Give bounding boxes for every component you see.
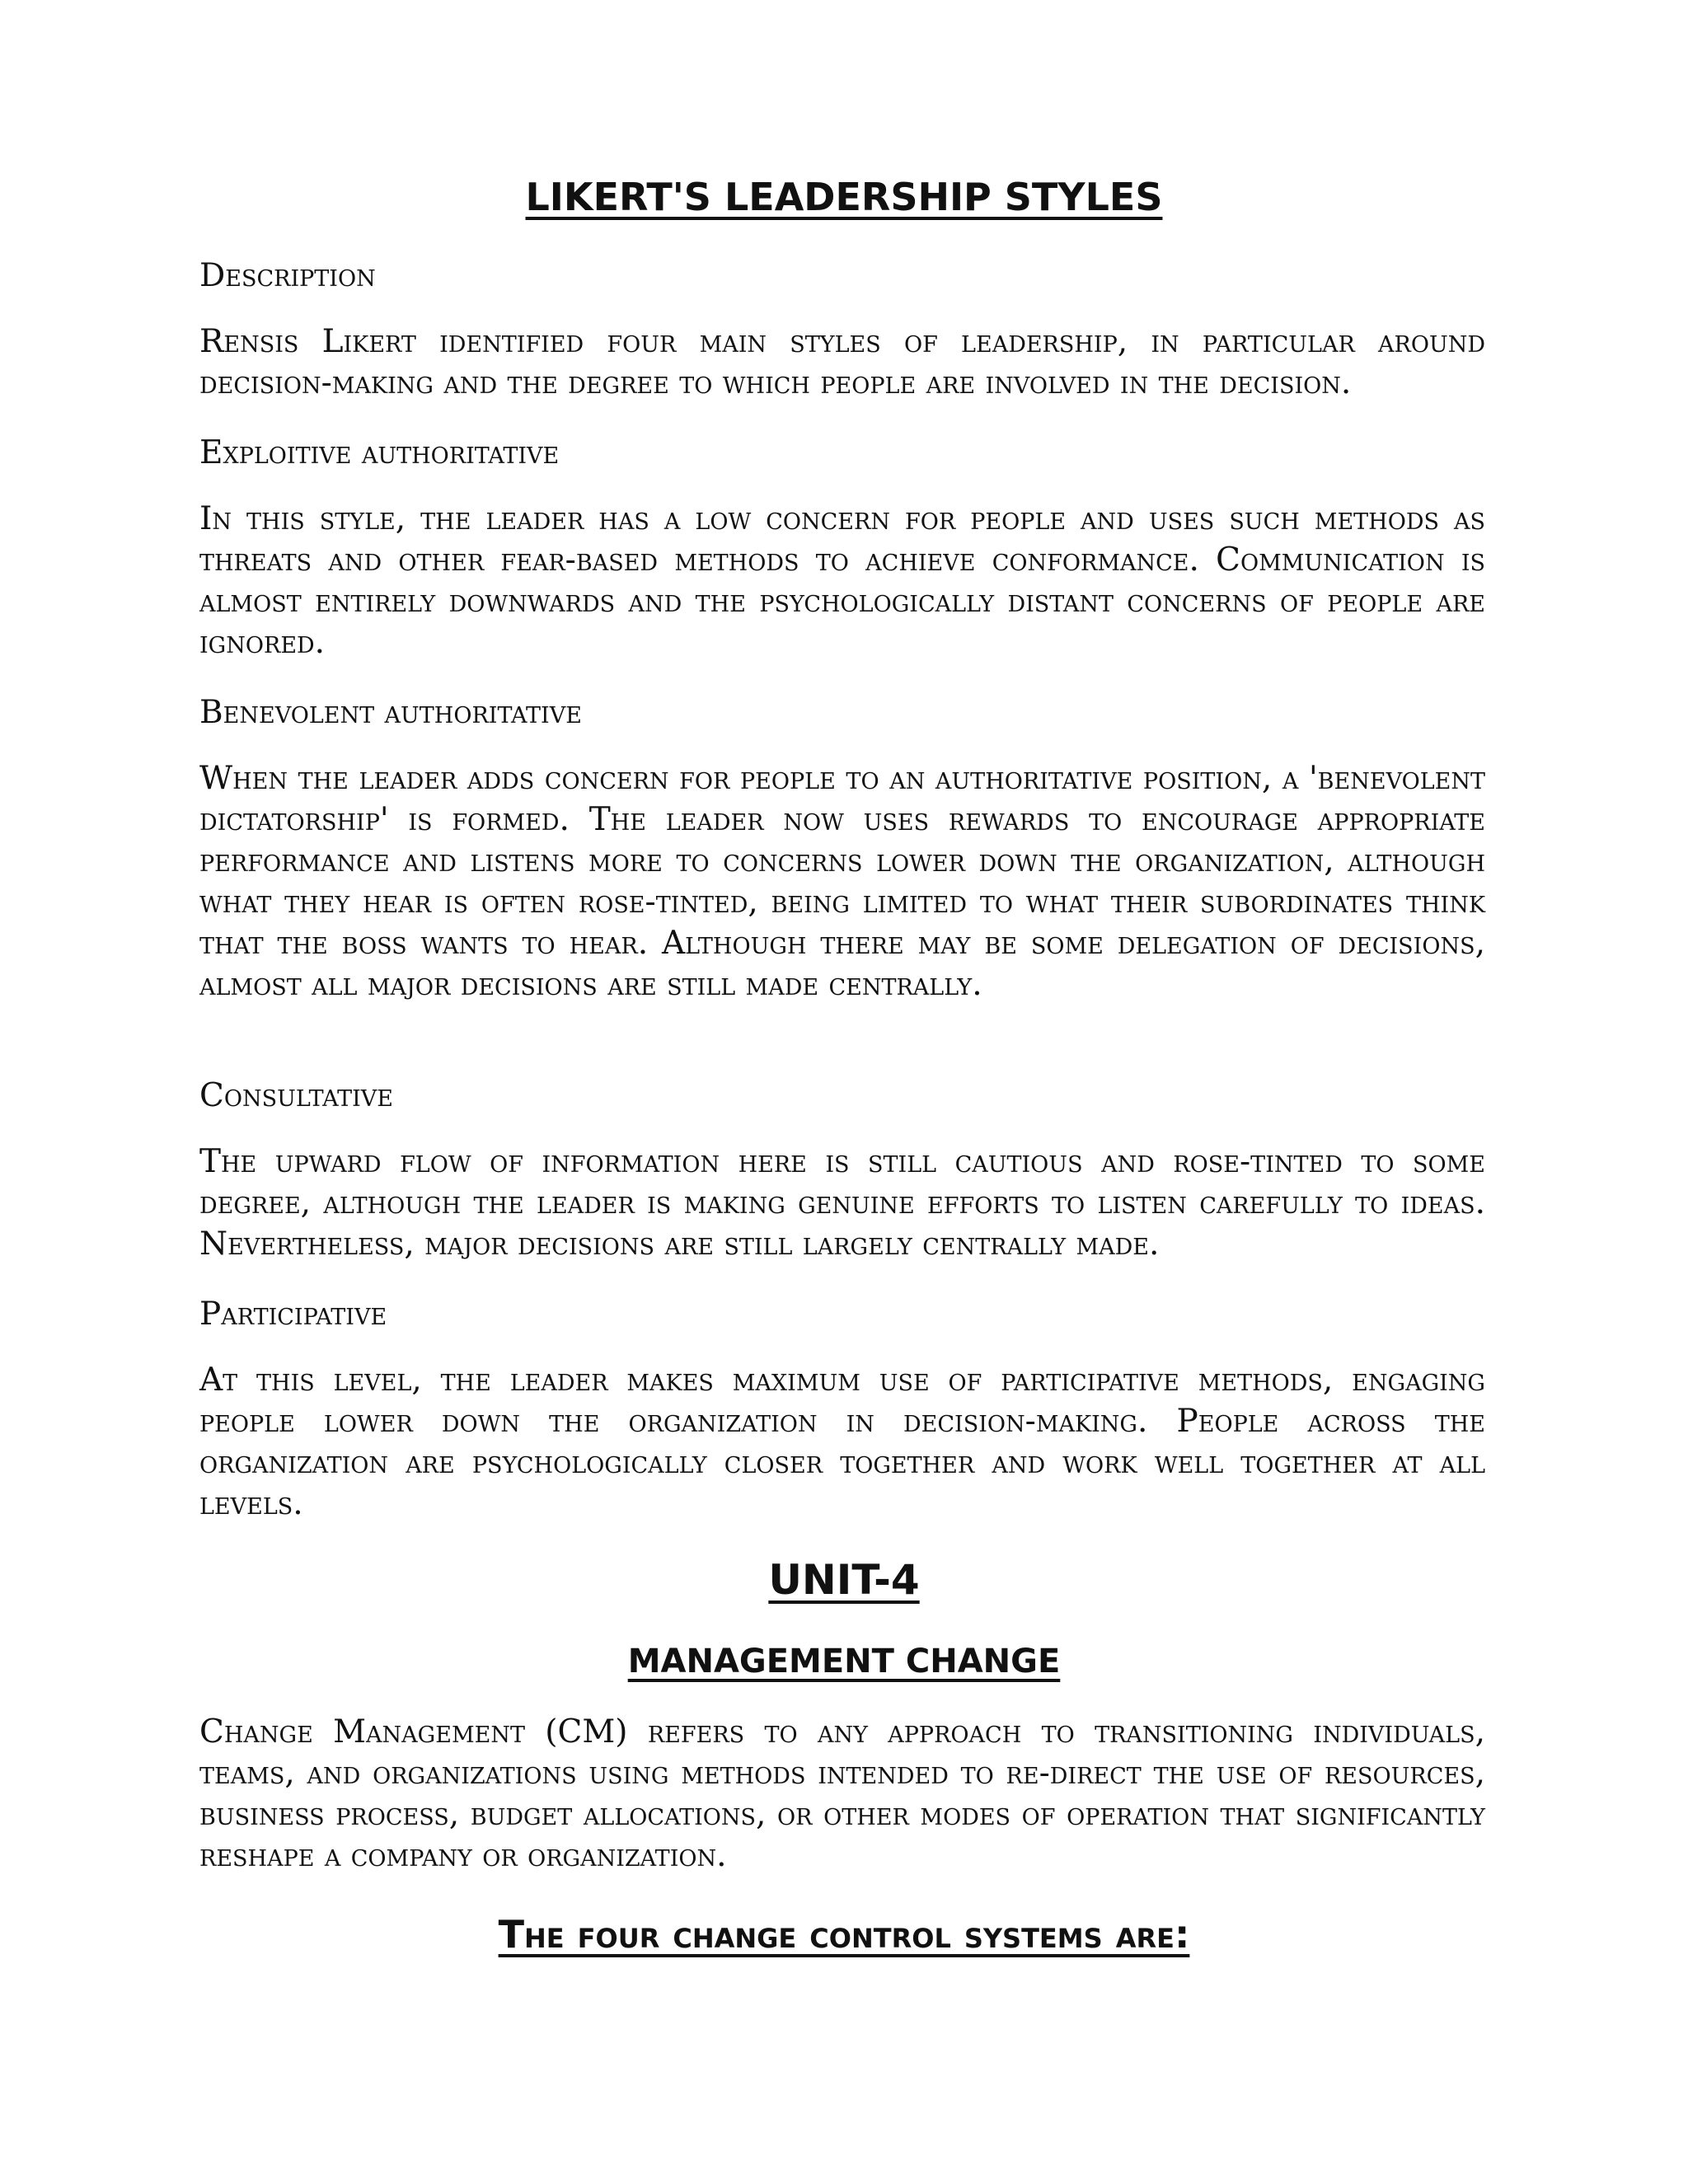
style-label-exploitive: Exploitive authoritative [199, 434, 560, 471]
style-text-participative: At this level, the leader makes maximum use of participative methods, engaging people lower down the organization in decision-making. People across the organization are psychologically closer together and work well together at all levels. [199, 1361, 1485, 1522]
style-text-exploitive: In this style, the leader has a low concern for people and uses such methods as threats and other fear-based methods to achieve conformance. Communication is almost entirely downwards and the psychologically distant concerns of people are ignored. [199, 500, 1485, 661]
style-label-consultative: Consultative [199, 1077, 394, 1114]
description-paragraph: Rensis Likert identified four main styles of leadership, in particular around decision-making and the degree to which people are involved in the decision. [199, 323, 1485, 401]
unit-title: UNIT-4 [768, 1556, 920, 1604]
change-management-paragraph: Change Management (CM) refers to any approach to transitioning individuals, teams, and organizations using methods intended to re-direct the use of resources, business process, budget allocations, or other modes of operation that significantly reshape a company or organization. [199, 1713, 1485, 1874]
style-label-participative: Participative [199, 1296, 387, 1333]
style-text-consultative: The upward flow of information here is still cautious and rose-tinted to some degree, although the leader is making genuine efforts to listen carefully to ideas. Nevertheless, major decisions are still largely centrally made. [199, 1143, 1485, 1263]
style-text-benevolent: When the leader adds concern for people to an authoritative position, a 'benevolent dictatorship' is formed. The leader now uses rewards to encourage appropriate performance and listens more to concerns lower down the organization, although what they hear is often rose-tinted, being limited to what their subordinates think that the boss wants to hear. Although there may be some delegation of decisions, almost all major decisions are still made centrally. [199, 760, 1485, 1003]
style-label-benevolent: Benevolent authoritative [199, 694, 582, 731]
systems-heading: The four change control systems are: [498, 1912, 1190, 1957]
page-title: LIKERT'S LEADERSHIP STYLES [525, 175, 1163, 219]
description-label: Description [199, 257, 376, 294]
section-title: MANAGEMENT CHANGE [627, 1643, 1061, 1680]
